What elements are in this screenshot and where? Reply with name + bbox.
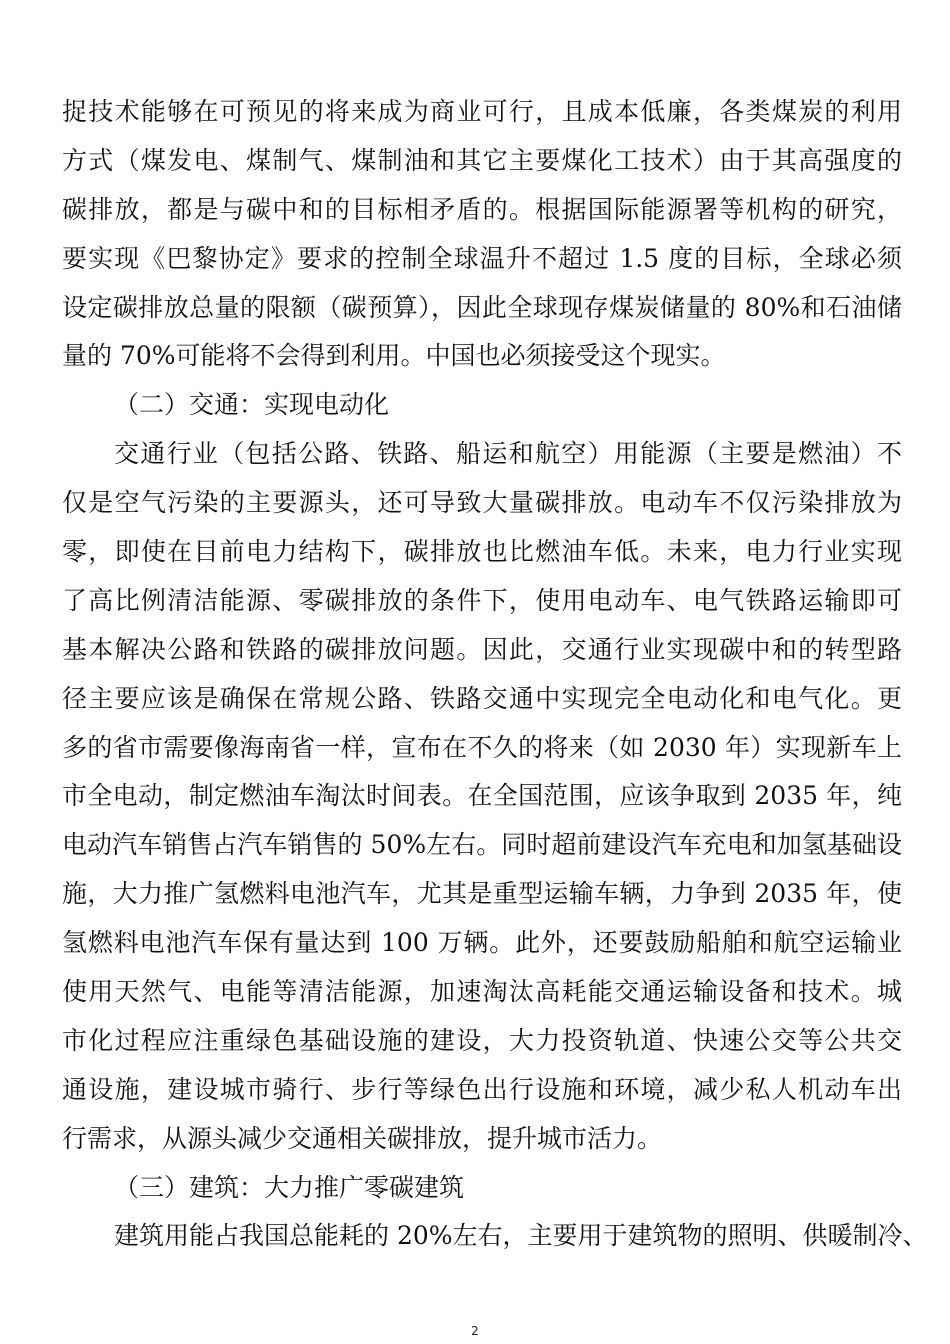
section-heading-buildings: （三）建筑：大力推广零碳建筑 — [114, 1172, 465, 1202]
text-line: 径主要应该是确保在常规公路、铁路交通中实现完全电动化和电气化。更 — [62, 683, 902, 713]
paragraph-coal — [62, 88, 902, 381]
text-line: 方式（煤发电、煤制气、煤制油和其它主要煤化工技术）由于其高强度的 — [62, 145, 902, 175]
text-line: 了高比例清洁能源、零碳排放的条件下，使用电动车、电气铁路运输即可 — [62, 585, 902, 615]
text-line: 施，大力推广氢燃料电池汽车，尤其是重型运输车辆，力争到 2035 年，使 — [62, 879, 902, 909]
text-line: 氢燃料电池汽车保有量达到 100 万辆。此外，还要鼓励船舶和航空运输业 — [62, 928, 902, 958]
body-text — [62, 88, 928, 1261]
text-line: 量的 70%可能将不会得到利用。中国也必须接受这个现实。 — [62, 341, 726, 371]
paragraph-transport — [62, 430, 902, 1163]
text-line: 基本解决公路和铁路的碳排放问题。因此，交通行业实现碳中和的转型路 — [62, 634, 902, 664]
text-line: 市全电动，制定燃油车淘汰时间表。在全国范围，应该争取到 2035 年，纯 — [62, 781, 902, 811]
paragraph-buildings — [62, 1212, 928, 1261]
text-line: 使用天然气、电能等清洁能源，加速淘汰高耗能交通运输设备和技术。城 — [62, 977, 902, 1007]
text-line: 市化过程应注重绿色基础设施的建设，大力投资轨道、快速公交等公共交 — [62, 1025, 902, 1055]
text-line: 设定碳排放总量的限额（碳预算），因此全球现存煤炭储量的 80%和石油储 — [62, 292, 902, 322]
section-heading-transport: （二）交通：实现电动化 — [114, 390, 390, 420]
text-line: 零，即使在目前电力结构下，碳排放也比燃油车低。未来，电力行业实现 — [62, 537, 902, 567]
text-line: 建筑用能占我国总能耗的 20%左右，主要用于建筑物的照明、供暖制冷、 — [114, 1221, 928, 1251]
text-line: 碳排放，都是与碳中和的目标相矛盾的。根据国际能源署等机构的研究， — [62, 194, 902, 224]
text-line: 电动汽车销售占汽车销售的 50%左右。同时超前建设汽车充电和加氢基础设 — [62, 830, 902, 860]
text-line: 仅是空气污染的主要源头，还可导致大量碳排放。电动车不仅污染排放为 — [62, 488, 902, 518]
text-line: 捉技术能够在可预见的将来成为商业可行，且成本低廉，各类煤炭的利用 — [62, 97, 902, 126]
page-number: 2 — [471, 1324, 479, 1338]
text-line: 多的省市需要像海南省一样，宣布在不久的将来（如 2030 年）实现新车上 — [62, 732, 902, 762]
text-line: 行需求，从源头减少交通相关碳排放，提升城市活力。 — [62, 1123, 663, 1153]
text-line: 通设施，建设城市骑行、步行等绿色出行设施和环境，减少私人机动车出 — [62, 1074, 902, 1104]
text-line: 要实现《巴黎协定》要求的控制全球温升不超过 1.5 度的目标，全球必须 — [62, 243, 902, 273]
text-line: 交通行业（包括公路、铁路、船运和航空）用能源（主要是燃油）不 — [114, 439, 902, 469]
